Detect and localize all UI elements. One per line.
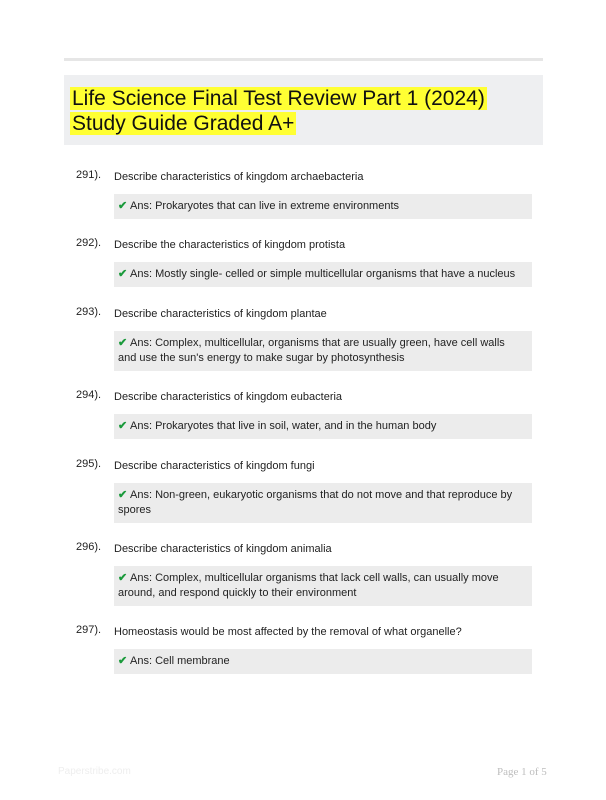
checkmark-icon: ✔ [118, 489, 128, 501]
answer-box [114, 331, 532, 371]
answer-text: Ans: Prokaryotes that live in soil, water, and in the human body [130, 420, 437, 432]
question-text: Describe characteristics of kingdom eubacteria [114, 391, 343, 403]
page-number: Page 1 of 5 [497, 766, 547, 778]
question-text: Describe characteristics of kingdom fungi [114, 460, 315, 472]
document-title: Life Science Final Test Review Part 1 (2024) Study Guide Graded A+ [72, 87, 485, 135]
question-text: Describe the characteristics of kingdom protista [114, 239, 346, 251]
question-number: 297). [76, 624, 102, 636]
answer-box [114, 483, 532, 523]
answer-text: Ans: Prokaryotes that can live in extreme environments [130, 200, 400, 212]
answer-text: Ans: Non-green, eukaryotic organisms that do not move and that reproduce by spores [118, 489, 513, 516]
answer-box [114, 194, 532, 219]
question-number: 296). [76, 541, 102, 553]
question-number: 292). [76, 237, 102, 249]
checkmark-icon: ✔ [118, 655, 128, 667]
question-text: Homeostasis would be most affected by the removal of what organelle? [114, 626, 462, 638]
answer-box [114, 262, 532, 287]
checkmark-icon: ✔ [118, 200, 128, 212]
question-number: 291). [76, 169, 102, 181]
checkmark-icon: ✔ [118, 268, 128, 280]
checkmark-icon: ✔ [118, 572, 128, 584]
question-text: Describe characteristics of kingdom archaebacteria [114, 171, 364, 183]
answer-text: Ans: Cell membrane [130, 655, 230, 667]
answer-box [114, 649, 532, 674]
footer-watermark: Paperstribe.com [58, 766, 131, 777]
answer-text: Ans: Mostly single- celled or simple multicellular organisms that have a nucleus [130, 268, 516, 280]
checkmark-icon: ✔ [118, 420, 128, 432]
answer-box [114, 566, 532, 606]
answer-box [114, 414, 532, 439]
answer-text: Ans: Complex, multicellular, organisms that are usually green, have cell walls and use the sun's energy to make sugar by photosynthesis [118, 337, 505, 364]
question-text: Describe characteristics of kingdom plantae [114, 308, 327, 320]
question-number: 295). [76, 458, 102, 470]
question-number: 293). [76, 306, 102, 318]
checkmark-icon: ✔ [118, 337, 128, 349]
answer-text: Ans: Complex, multicellular organisms that lack cell walls, can usually move around, and respond quickly to their environment [118, 572, 499, 599]
question-text: Describe characteristics of kingdom animalia [114, 543, 332, 555]
question-number: 294). [76, 389, 102, 401]
top-rule [64, 58, 543, 61]
